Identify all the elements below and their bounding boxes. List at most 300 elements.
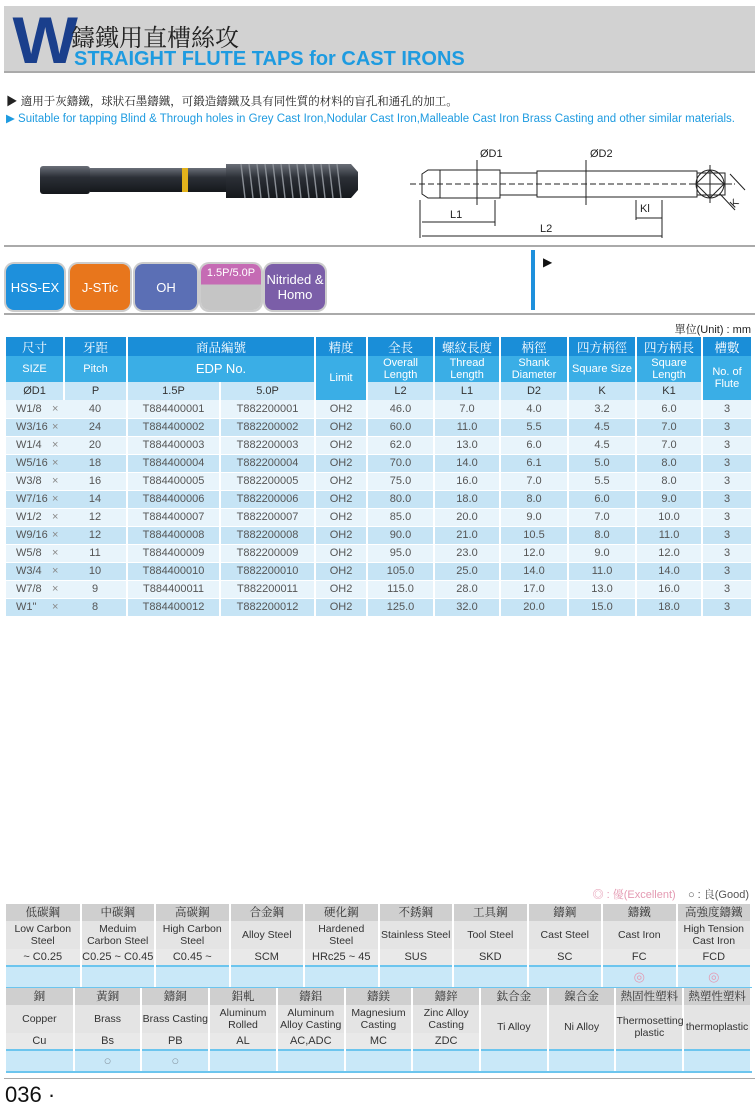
cell-edp-15p: T884400006: [127, 490, 220, 508]
material-name-zh: 鎳合金: [548, 988, 616, 1005]
cell-square-size: 5.0: [568, 454, 636, 472]
diameter-d2-label: ØD2: [590, 148, 613, 160]
cell-overall-length: 90.0: [367, 526, 434, 544]
times-icon: ×: [52, 565, 59, 577]
th-l2-sym: L2: [367, 382, 434, 400]
badge-hss-ex: HSS-EX: [6, 264, 64, 310]
size-value: W3/16: [16, 421, 48, 433]
cell-square-size: 5.5: [568, 472, 636, 490]
cell-edp-15p: T884400002: [127, 418, 220, 436]
material-name-en: High Carbon Steel: [155, 921, 230, 949]
times-icon: ×: [52, 583, 59, 595]
cell-overall-length: 105.0: [367, 562, 434, 580]
cell-flutes: 3: [702, 400, 752, 418]
material-name-zh: 硬化鋼: [304, 904, 379, 921]
th-k1-zh: 四方柄長: [636, 337, 702, 356]
cell-square-length: 6.0: [636, 400, 702, 418]
cell-edp-15p: T884400001: [127, 400, 220, 418]
cell-edp-50p: T882200010: [220, 562, 315, 580]
cell-limit: OH2: [315, 508, 367, 526]
cell-flutes: 3: [702, 490, 752, 508]
cell-square-size: 15.0: [568, 598, 636, 616]
cell-size: [6, 526, 64, 544]
cell-flutes: 3: [702, 472, 752, 490]
cell-square-length: 12.0: [636, 544, 702, 562]
cell-thread-length: 20.0: [434, 508, 500, 526]
cell-shank-diameter: 7.0: [500, 472, 568, 490]
cell-flutes: 3: [702, 580, 752, 598]
material-name-en: Brass Casting: [141, 1005, 209, 1033]
material-code: ZDC: [412, 1033, 480, 1050]
material-name-en: Tool Steel: [453, 921, 528, 949]
divider: [4, 245, 755, 247]
cell-square-length: 18.0: [636, 598, 702, 616]
material-name-en: Copper: [6, 1005, 74, 1033]
cell-overall-length: 70.0: [367, 454, 434, 472]
cell-limit: OH2: [315, 598, 367, 616]
size-value: W7/16: [16, 493, 48, 505]
th-k1-sym: K1: [636, 382, 702, 400]
cell-flutes: 3: [702, 598, 752, 616]
cell-thread-length: 18.0: [434, 490, 500, 508]
cell-thread-length: 21.0: [434, 526, 500, 544]
cell-size: [6, 472, 64, 490]
cell-flutes: 3: [702, 526, 752, 544]
cell-shank-diameter: 20.0: [500, 598, 568, 616]
cell-edp-50p: T882200006: [220, 490, 315, 508]
material-table-1: [6, 904, 752, 989]
cell-thread-length: 7.0: [434, 400, 500, 418]
material-code: HRc25 ~ 45: [304, 949, 379, 966]
cell-edp-15p: T884400007: [127, 508, 220, 526]
size-value: W3/4: [16, 565, 42, 577]
material-name-en: Alloy Steel: [230, 921, 305, 949]
size-value: W1": [16, 601, 37, 613]
cell-limit: OH2: [315, 454, 367, 472]
th-l2-en: Overall Length: [367, 356, 434, 382]
material-name-en: Hardened Steel: [304, 921, 379, 949]
material-name-zh: 中碳鋼: [81, 904, 156, 921]
table-row: [6, 400, 752, 418]
th-size-en: SIZE: [6, 356, 64, 382]
size-value: W9/16: [16, 529, 48, 541]
material-name-en: Cast Steel: [528, 921, 603, 949]
material-name-zh: 鑄鋁: [277, 988, 345, 1005]
cell-pitch: 20: [64, 436, 127, 454]
cell-shank-diameter: 9.0: [500, 508, 568, 526]
th-limit-zh: 精度: [315, 337, 367, 356]
rating-legend: [593, 886, 749, 902]
material-name-en: Brass: [74, 1005, 142, 1033]
th-d2-sym: D2: [500, 382, 568, 400]
cell-square-length: 8.0: [636, 472, 702, 490]
material-name-en: Aluminum Rolled: [209, 1005, 277, 1033]
cell-edp-15p: T884400005: [127, 472, 220, 490]
cell-edp-15p: T884400009: [127, 544, 220, 562]
cell-thread-length: 14.0: [434, 454, 500, 472]
cell-square-size: 6.0: [568, 490, 636, 508]
times-icon: ×: [52, 493, 59, 505]
cell-square-length: 8.0: [636, 454, 702, 472]
material-rating: [209, 1050, 277, 1072]
material-code: FC: [602, 949, 677, 966]
material-rating: [155, 966, 230, 988]
cell-pitch: 9: [64, 580, 127, 598]
k-label: K: [727, 196, 742, 211]
legend-good: ○ : 良(Good): [687, 889, 749, 901]
material-name-zh: 高碳鋼: [155, 904, 230, 921]
material-rating: [480, 1050, 548, 1072]
cell-size: [6, 544, 64, 562]
description-zh: ▶ 適用于灰鑄鐵，球狀石墨鑄鐵，可鍛造鑄鐵及具有同性質的材料的盲孔和通孔的加工。: [6, 96, 458, 108]
cell-edp-50p: T882200001: [220, 400, 315, 418]
material-name-zh: 鈦合金: [480, 988, 548, 1005]
cell-thread-length: 13.0: [434, 436, 500, 454]
material-rating: ○: [141, 1050, 209, 1072]
cell-square-size: 9.0: [568, 544, 636, 562]
th-limit-en: Limit: [315, 356, 367, 400]
cell-overall-length: 46.0: [367, 400, 434, 418]
cell-edp-50p: T882200009: [220, 544, 315, 562]
th-edp-zh: 商品編號: [127, 337, 315, 356]
cell-pitch: 12: [64, 526, 127, 544]
cell-square-size: 7.0: [568, 508, 636, 526]
cell-flutes: 3: [702, 562, 752, 580]
table-row: [6, 544, 752, 562]
cell-square-length: 11.0: [636, 526, 702, 544]
divider: [4, 313, 755, 315]
material-code: MC: [345, 1033, 413, 1050]
cell-limit: OH2: [315, 562, 367, 580]
times-icon: ×: [52, 457, 59, 469]
cell-edp-50p: T882200003: [220, 436, 315, 454]
th-size-zh: 尺寸: [6, 337, 64, 356]
table-row: [6, 598, 752, 616]
cell-pitch: 14: [64, 490, 127, 508]
cell-edp-50p: T882200011: [220, 580, 315, 598]
cell-square-size: 8.0: [568, 526, 636, 544]
cell-overall-length: 62.0: [367, 436, 434, 454]
cell-edp-15p: T884400012: [127, 598, 220, 616]
material-code: FCD: [677, 949, 752, 966]
material-rating: [81, 966, 156, 988]
material-name-zh: 鑄銅: [141, 988, 209, 1005]
cell-thread-length: 32.0: [434, 598, 500, 616]
material-name-zh: 鋁軋: [209, 988, 277, 1005]
th-l1-en: Thread Length: [434, 356, 500, 382]
cell-edp-15p: T884400004: [127, 454, 220, 472]
material-name-zh: 鑄鐵: [602, 904, 677, 921]
times-icon: ×: [52, 529, 59, 541]
material-code: C0.25 ~ C0.45: [81, 949, 156, 966]
material-row: [6, 1050, 751, 1072]
material-name-en: Stainless Steel: [379, 921, 454, 949]
material-rating: ◎: [677, 966, 752, 988]
l2-label: L2: [540, 223, 553, 235]
cell-square-length: 9.0: [636, 490, 702, 508]
cell-square-length: 14.0: [636, 562, 702, 580]
size-value: W1/8: [16, 402, 42, 415]
badge-pitch: 1.5P/5.0P: [201, 264, 261, 310]
series-letter: W: [12, 3, 78, 77]
cell-pitch: 10: [64, 562, 127, 580]
cell-overall-length: 75.0: [367, 472, 434, 490]
cell-limit: OH2: [315, 490, 367, 508]
cell-thread-length: 23.0: [434, 544, 500, 562]
times-icon: ×: [52, 439, 59, 451]
material-rating: [453, 966, 528, 988]
material-rating: [412, 1050, 480, 1072]
material-code: SCM: [230, 949, 305, 966]
arrow-icon: ▶: [543, 255, 553, 269]
cell-overall-length: 85.0: [367, 508, 434, 526]
material-name-en: Magnesium Casting: [345, 1005, 413, 1033]
material-row: [6, 1005, 751, 1033]
page-number: 036 ·: [5, 1082, 56, 1107]
material-code: AC,ADC: [277, 1033, 345, 1050]
cell-square-size: 11.0: [568, 562, 636, 580]
cell-edp-50p: T882200008: [220, 526, 315, 544]
tap-product-image: [36, 150, 366, 212]
cell-shank-diameter: 17.0: [500, 580, 568, 598]
size-value: W3/8: [16, 475, 42, 487]
material-rating: [6, 1050, 74, 1072]
cell-flutes: 3: [702, 436, 752, 454]
th-pitch-en: Pitch: [64, 356, 127, 382]
cell-size: [6, 580, 64, 598]
material-name-zh: 不銹鋼: [379, 904, 454, 921]
material-code: Bs: [74, 1033, 142, 1050]
table-row: [6, 472, 752, 490]
material-name-zh: 熱固性塑料: [615, 988, 683, 1005]
cell-square-size: 4.5: [568, 436, 636, 454]
times-icon: ×: [52, 402, 59, 415]
size-value: W7/8: [16, 583, 42, 595]
cell-limit: OH2: [315, 526, 367, 544]
cell-square-size: 4.5: [568, 418, 636, 436]
cell-square-size: 3.2: [568, 400, 636, 418]
cell-size: [6, 598, 64, 616]
th-pitch-zh: 牙距: [64, 337, 127, 356]
table-row: [6, 454, 752, 472]
material-rating: [683, 1050, 751, 1072]
size-value: W5/8: [16, 547, 42, 559]
material-name-en: Low Carbon Steel: [6, 921, 81, 949]
material-name-en: Meduim Carbon Steel: [81, 921, 156, 949]
times-icon: ×: [52, 421, 59, 433]
material-rating: [230, 966, 305, 988]
material-name-en: thermoplastic: [683, 1005, 751, 1050]
material-row: [6, 949, 751, 966]
material-name-en: Thermosetting plastic: [615, 1005, 683, 1050]
cell-flutes: 3: [702, 508, 752, 526]
material-code: PB: [141, 1033, 209, 1050]
cell-thread-length: 25.0: [434, 562, 500, 580]
material-name-zh: 低碳鋼: [6, 904, 81, 921]
material-row: [6, 904, 751, 921]
unit-label: 單位(Unit) : mm: [674, 324, 751, 336]
cell-size: [6, 454, 64, 472]
cell-size: [6, 508, 64, 526]
th-edp-15p: 1.5P: [127, 382, 220, 400]
material-name-zh: 合金鋼: [230, 904, 305, 921]
th-edp-en: EDP No.: [127, 356, 315, 382]
cell-shank-diameter: 14.0: [500, 562, 568, 580]
badge-j-stic: J-STic: [70, 264, 130, 310]
cell-size: [6, 436, 64, 454]
table-row: [6, 418, 752, 436]
cell-edp-50p: T882200007: [220, 508, 315, 526]
material-code: ~ C0.25: [6, 949, 81, 966]
cell-edp-50p: T882200005: [220, 472, 315, 490]
cell-square-length: 16.0: [636, 580, 702, 598]
cell-overall-length: 95.0: [367, 544, 434, 562]
size-value: W1/4: [16, 439, 42, 451]
cell-thread-length: 28.0: [434, 580, 500, 598]
times-icon: ×: [52, 511, 59, 523]
cell-edp-15p: T884400010: [127, 562, 220, 580]
cell-pitch: 12: [64, 508, 127, 526]
cell-pitch: 40: [64, 400, 127, 418]
cell-flutes: 3: [702, 418, 752, 436]
material-name-en: High Tension Cast Iron: [677, 921, 752, 949]
cell-overall-length: 80.0: [367, 490, 434, 508]
cell-flutes: 3: [702, 454, 752, 472]
material-name-zh: 銅: [6, 988, 74, 1005]
cell-limit: OH2: [315, 580, 367, 598]
cell-size: [6, 562, 64, 580]
material-code: SUS: [379, 949, 454, 966]
cell-limit: OH2: [315, 418, 367, 436]
l1-label: L1: [450, 209, 463, 221]
cell-limit: OH2: [315, 472, 367, 490]
th-k-sym: K: [568, 382, 636, 400]
size-value: W5/16: [16, 457, 48, 469]
cell-square-length: 10.0: [636, 508, 702, 526]
cell-overall-length: 125.0: [367, 598, 434, 616]
cell-pitch: 16: [64, 472, 127, 490]
cell-square-size: 13.0: [568, 580, 636, 598]
material-name-zh: 鑄鋅: [412, 988, 480, 1005]
th-flute-en: No. of Flute: [702, 356, 752, 400]
cell-flutes: 3: [702, 544, 752, 562]
cell-pitch: 18: [64, 454, 127, 472]
cell-size: [6, 418, 64, 436]
cell-edp-15p: T884400011: [127, 580, 220, 598]
material-rating: [345, 1050, 413, 1072]
material-rating: [304, 966, 379, 988]
table-row: [6, 508, 752, 526]
kl-label: Kl: [640, 203, 650, 215]
material-code: Cu: [6, 1033, 74, 1050]
cell-limit: OH2: [315, 436, 367, 454]
material-name-zh: 鑄鋼: [528, 904, 603, 921]
cell-square-length: 7.0: [636, 418, 702, 436]
material-name-zh: 高強度鑄鐵: [677, 904, 752, 921]
material-rating: [379, 966, 454, 988]
table-row: [6, 436, 752, 454]
cell-shank-diameter: 10.5: [500, 526, 568, 544]
cell-size: [6, 400, 64, 418]
material-name-zh: 鑄鎂: [345, 988, 413, 1005]
times-icon: ×: [52, 547, 59, 559]
material-rating: [528, 966, 603, 988]
cell-limit: OH2: [315, 544, 367, 562]
th-d2-zh: 柄徑: [500, 337, 568, 356]
accent-bar: [531, 250, 535, 310]
cell-shank-diameter: 8.0: [500, 490, 568, 508]
size-value: W1/2: [16, 511, 42, 523]
material-name-en: Zinc Alloy Casting: [412, 1005, 480, 1033]
th-size-sym: ØD1: [6, 382, 64, 400]
th-l1-sym: L1: [434, 382, 500, 400]
header-band: [4, 3, 755, 77]
material-table-2: [6, 988, 752, 1073]
th-flute-zh: 槽數: [702, 337, 752, 356]
description-en: ▶ Suitable for tapping Blind & Through holes in Grey Cast Iron,Nodular Cast Iron,Malleable Cast Iron Brass Casting and other similar materials.: [6, 113, 736, 125]
th-d2-en: Shank Diameter: [500, 356, 568, 382]
material-name-en: Ti Alloy: [480, 1005, 548, 1050]
cell-limit: OH2: [315, 400, 367, 418]
cell-overall-length: 60.0: [367, 418, 434, 436]
cell-edp-15p: T884400003: [127, 436, 220, 454]
cell-overall-length: 115.0: [367, 580, 434, 598]
th-pitch-sym: P: [64, 382, 127, 400]
material-rating: [6, 966, 81, 988]
th-l1-zh: 螺紋長度: [434, 337, 500, 356]
th-edp-50p: 5.0P: [220, 382, 315, 400]
cell-pitch: 24: [64, 418, 127, 436]
legend-excellent: ◎ : 優(Excellent): [592, 889, 676, 901]
material-name-en: Cast Iron: [602, 921, 677, 949]
cell-edp-50p: T882200012: [220, 598, 315, 616]
cell-thread-length: 11.0: [434, 418, 500, 436]
cell-shank-diameter: 4.0: [500, 400, 568, 418]
material-row: [6, 988, 751, 1005]
th-k-en: Square Size: [568, 356, 636, 382]
spec-table: [6, 337, 753, 617]
cell-size: [6, 490, 64, 508]
material-rating: ◎: [602, 966, 677, 988]
badge-nitrided: Nitrided & Homo: [265, 264, 325, 310]
material-rating: [548, 1050, 616, 1072]
cell-shank-diameter: 6.0: [500, 436, 568, 454]
title-en: STRAIGHT FLUTE TAPS for CAST IRONS: [74, 48, 465, 70]
material-code: C0.45 ~: [155, 949, 230, 966]
table-row: [6, 490, 752, 508]
cell-shank-diameter: 5.5: [500, 418, 568, 436]
diameter-d1-label: ØD1: [480, 148, 503, 160]
material-rating: ○: [74, 1050, 142, 1072]
th-k1-en: Square Length: [636, 356, 702, 382]
table-row: [6, 526, 752, 544]
cell-pitch: 11: [64, 544, 127, 562]
cell-square-length: 7.0: [636, 436, 702, 454]
divider: [4, 1078, 755, 1079]
times-icon: ×: [52, 475, 59, 487]
th-k-zh: 四方柄徑: [568, 337, 636, 356]
material-name-en: Ni Alloy: [548, 1005, 616, 1050]
material-code: SKD: [453, 949, 528, 966]
material-row: [6, 966, 751, 988]
th-l2-zh: 全長: [367, 337, 434, 356]
tap-dimension-diagram: [400, 140, 755, 240]
badge-oh: OH: [135, 264, 197, 310]
material-name-en: Aluminum Alloy Casting: [277, 1005, 345, 1033]
material-name-zh: 工具鋼: [453, 904, 528, 921]
cell-pitch: 8: [64, 598, 127, 616]
material-rating: [277, 1050, 345, 1072]
